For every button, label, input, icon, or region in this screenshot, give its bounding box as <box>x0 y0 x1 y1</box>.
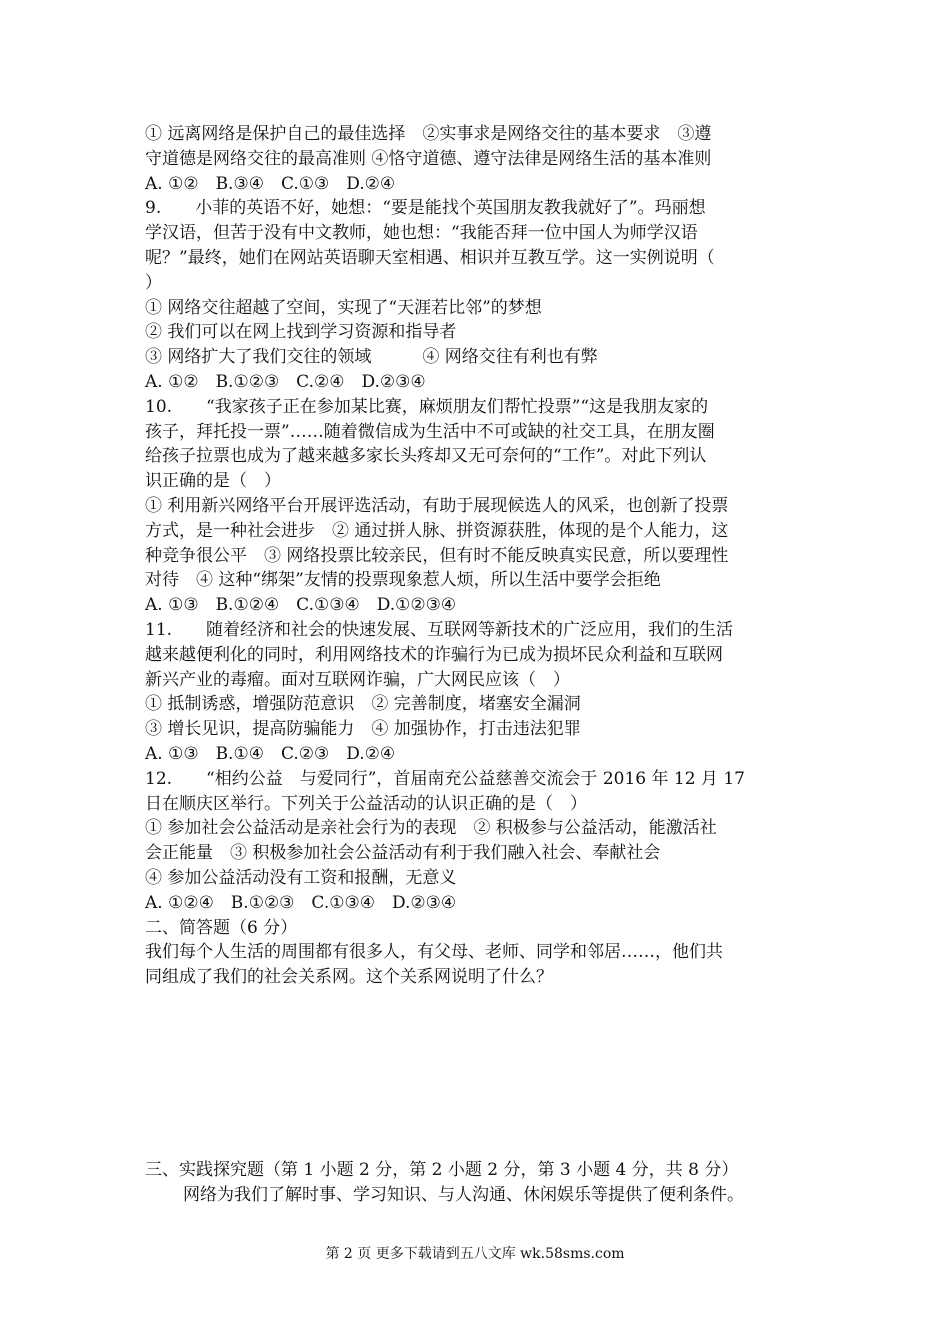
answer-space <box>145 990 815 1158</box>
text-line: 新兴产业的毒瘤。面对互联网诈骗，广大网民应该（ ） <box>145 669 570 690</box>
answer-options-q11: A. ①③ B.①④ C.②③ D.②④ <box>145 743 396 764</box>
short-answer-question: 我们每个人生活的周围都有很多人，有父母、老师、同学和邻居……，他们共 <box>145 942 723 963</box>
question-10: 10. “我家孩子正在参加某比赛，麻烦朋友们帮忙投票”“这是我朋友家的 <box>145 396 709 417</box>
text-line: 识正确的是（ ） <box>145 471 281 492</box>
answer-options-q9: A. ①② B.①②③ C.②④ D.②③④ <box>145 371 426 392</box>
text-line: 日在顺庆区举行。下列关于公益活动的认识正确的是（ ） <box>145 793 587 814</box>
question-12: 12. “相约公益 与爱同行”，首届南充公益慈善交流会于 2016 年 12 月 17 <box>145 768 745 789</box>
text-line: ① 抵制诱惑，增强防范意识 ② 完善制度，堵塞安全漏洞 <box>145 694 581 715</box>
text-line: 方式，是一种社会进步 ② 通过拼人脉、拼资源获胜，体现的是个人能力，这 <box>145 520 729 541</box>
document-body <box>145 122 815 1207</box>
text-line: ③ 网络扩大了我们交往的领域 ④ 网络交往有利也有弊 <box>145 347 598 368</box>
text-line: ① 网络交往超越了空间，实现了“天涯若比邻”的梦想 <box>145 297 542 318</box>
text-line: ） <box>145 272 162 293</box>
question-9: 9. 小菲的英语不好，她想：“要是能找个英国朋友教我就好了”。玛丽想 <box>145 198 706 219</box>
text-line: 同组成了我们的社会关系网。这个关系网说明了什么？ <box>145 967 553 988</box>
text-line: ③ 增长见识，提高防骗能力 ④ 加强协作，打击违法犯罪 <box>145 719 581 740</box>
text-line: 孩子，拜托投一票”……随着微信成为生活中不可或缺的社交工具，在朋友圈 <box>145 421 715 442</box>
text-line: ① 参加社会公益活动是亲社会行为的表现 ② 积极参与公益活动，能激活社 <box>145 818 717 839</box>
answer-options-q12: A. ①②④ B.①②③ C.①③④ D.②③④ <box>145 892 457 913</box>
text-line: 越来越便利化的同时，利用网络技术的诈骗行为已成为损坏民众利益和互联网 <box>145 644 723 665</box>
text-line: 给孩子拉票也成为了越来越多家长头疼却又无可奈何的“工作”。对此下列认 <box>145 446 707 467</box>
text-line: ① 远离网络是保护自己的最佳选择 ②实事求是网络交往的基本要求 ③遵 <box>145 124 712 144</box>
section-3-heading: 三、实践探究题（第 1 小题 2 分，第 2 小题 2 分，第 3 小题 4 分，共 8 分） <box>145 1159 739 1180</box>
text-line: 会正能量 ③ 积极参加社会公益活动有利于我们融入社会、奉献社会 <box>145 843 661 864</box>
text-line: 呢？”最终，她们在网站英语聊天室相遇、相识并互教互学。这一实例说明（ <box>145 247 715 268</box>
section-2-heading: 二、简答题（6 分） <box>145 917 298 938</box>
section-3-intro: 网络为我们了解时事、学习知识、与人沟通、休闲娱乐等提供了便利条件。 <box>183 1184 744 1205</box>
answer-options-q8: A. ①② B.③④ C.①③ D.②④ <box>145 173 396 194</box>
text-line: ② 我们可以在网上找到学习资源和指导者 <box>145 322 457 343</box>
page-footer: 第 2 页 更多下载请到五八文库 wk.58sms.com <box>325 1246 625 1262</box>
text-line: 守道德是网络交往的最高准则 ④恪守道德、遵守法律是网络生活的基本准则 <box>145 148 712 169</box>
question-11: 11. 随着经济和社会的快速发展、互联网等新技术的广泛应用，我们的生活 <box>145 619 734 640</box>
text-line: ④ 参加公益活动没有工资和报酬，无意义 <box>145 867 457 888</box>
answer-options-q10: A. ①③ B.①②④ C.①③④ D.①②③④ <box>145 595 457 616</box>
text-line: 学汉语，但苦于没有中文教师，她也想：“我能否拜一位中国人为师学汉语 <box>145 223 698 244</box>
text-line: 对待 ④ 这种“绑架”友情的投票现象惹人烦，所以生活中要学会拒绝 <box>145 570 661 591</box>
text-line: 种竞争很公平 ③ 网络投票比较亲民，但有时不能反映真实民意，所以要理性 <box>145 545 729 566</box>
text-line: ① 利用新兴网络平台开展评选活动，有助于展现候选人的风采，也创新了投票 <box>145 495 729 516</box>
